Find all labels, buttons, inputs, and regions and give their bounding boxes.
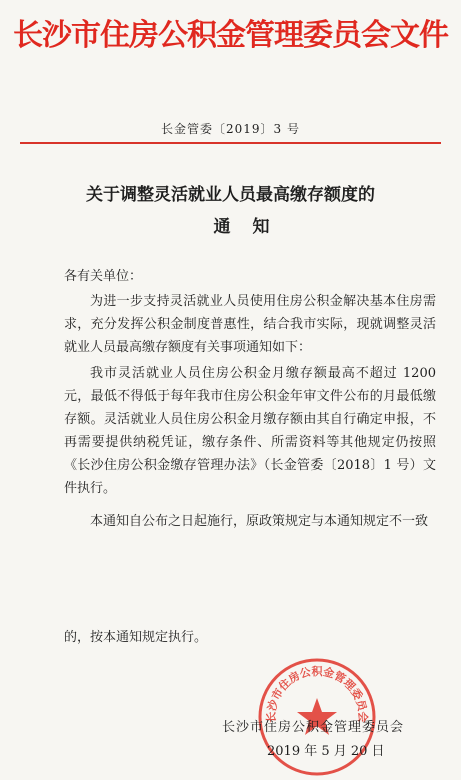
document-number: 长金管委〔2019〕3 号 — [161, 122, 300, 136]
svg-text:长沙市住房公积金管理委员会: 长沙市住房公积金管理委员会 — [264, 664, 370, 723]
body-paragraph-3 — [64, 510, 436, 533]
paragraph-text: 本通知自公布之日起施行，原政策规定与本通知规定不一致 — [90, 514, 429, 529]
paragraph-text: 为进一步支持灵活就业人员使用住房公积金解决基本住房需求，充分发挥公积金制度普惠性，结合我市实际，现就调整灵活就业人员最高缴存额度有关事项通知如下： — [64, 294, 436, 355]
body-paragraph-2 — [64, 362, 436, 500]
body-paragraph-1 — [64, 290, 436, 359]
paragraph-text: 我市灵活就业人员住房公积金月缴存额最高不超过 1200 元，最低不得低于每年我市住房公积金年审文件公布的月最低缴存额。灵活就业人员住房公积金月缴存额由其自行确定申报，不再需要提供纳税凭证，缴存条件、所需资料等其他规定仍按照《长沙住房公积金缴存管理办法》（长金管委〔2018〕1 号）文件执行。 — [64, 366, 436, 496]
document-title-line-1: 关于调整灵活就业人员最高缴存额度的 — [86, 185, 375, 205]
red-divider-line — [20, 142, 441, 144]
body-paragraph-continuation: 的，按本通知规定执行。 — [64, 630, 208, 645]
document-title-line-2: 通知 — [213, 217, 292, 237]
salutation: 各有关单位： — [64, 269, 143, 284]
document-header-title: 长沙市住房公积金管理委员会文件 — [13, 18, 448, 53]
signing-organization: 长沙市住房公积金管理委员会 — [222, 720, 405, 735]
signing-date: 2019 年 5 月 20 日 — [267, 744, 385, 759]
